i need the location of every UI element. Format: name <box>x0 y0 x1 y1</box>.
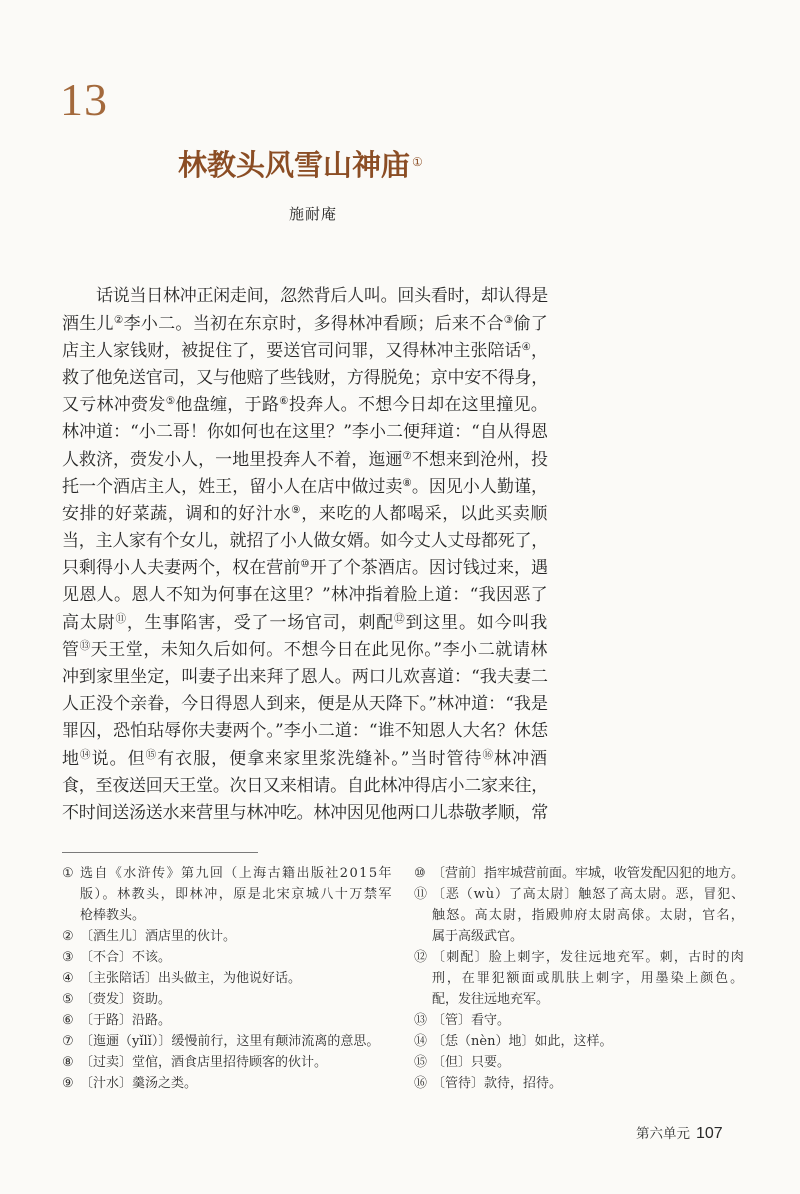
body-line-text: 地⑭说。但⑮有衣服，便拿来家里浆洗缝补。”当时管待⑯林冲酒 <box>62 748 549 769</box>
footnote-line-text: 〔营前〕指牢城营前面。牢城，收管发配囚犯的地方。 <box>432 865 745 881</box>
footnote-ref: ⑬ <box>79 640 91 653</box>
footnote-number: ⑧ <box>62 1054 74 1070</box>
footnote-ref: ⑤ <box>165 395 176 408</box>
body-line <box>62 800 548 827</box>
footnote-item <box>414 863 745 884</box>
footnote-ref: ⑨ <box>291 504 302 517</box>
footnote-line <box>432 1010 745 1031</box>
body-line <box>62 365 548 392</box>
footnote-ref: ⑫ <box>394 612 406 625</box>
footnote-line-text: 〔刺配〕脸上刺字，发往远地充军。刺，古时的肉 <box>432 949 745 965</box>
footnote-number: ⑤ <box>62 991 74 1007</box>
body-line <box>62 474 548 501</box>
footnote-line <box>80 968 393 989</box>
body-line-text: 见恩人。恩人不知为何事在这里？”林冲指着脸上道：“我因恶了 <box>62 585 548 606</box>
footnote-ref: ⑯ <box>482 748 495 761</box>
body-line <box>62 283 548 310</box>
footnote-number: ⑭ <box>414 1033 428 1049</box>
footnote-item <box>414 1073 745 1094</box>
footnotes-left-column <box>62 863 393 1094</box>
lesson-title <box>178 148 423 182</box>
footnote-line <box>80 884 393 905</box>
footnote-line-text: 刑，在罪犯额面或肌肤上刺字，用墨染上颜色。 <box>432 970 745 986</box>
unit-label: 第六单元 <box>636 1126 690 1142</box>
footnote-ref: ③ <box>503 313 514 326</box>
footnote-number: ⑩ <box>414 865 426 881</box>
body-line-text: 人正没个亲眷，今日得恩人到来，便是从天降下。”林冲道：“我是 <box>62 694 548 715</box>
footnote-item <box>62 989 393 1010</box>
body-line-text: 安排的好菜蔬，调和的好汁水⑨，来吃的人都喝采，以此买卖顺 <box>62 503 549 524</box>
footnote-line <box>432 968 745 989</box>
body-line-text: 林冲道：“小二哥！你如何也在这里？”李小二便拜道：“自从得恩 <box>62 422 548 443</box>
lesson-title-text: 林教头风雪山神庙 <box>178 148 411 182</box>
footnote-line <box>432 926 745 947</box>
footnote-item <box>414 884 745 947</box>
footnote-line <box>80 926 393 947</box>
footnote-number: ① <box>62 865 74 881</box>
footnote-item <box>414 1031 745 1052</box>
body-line-text: 店主人家钱财，被捉住了，要送官司问罪，又得林冲主张陪话④， <box>62 340 549 361</box>
footnote-item <box>414 1052 745 1073</box>
body-line-text: 话说当日林冲正闲走间，忽然背后人叫。回头看时，却认得是 <box>96 286 548 307</box>
footnote-line <box>432 884 745 905</box>
footnote-number: ⑪ <box>414 886 428 902</box>
body-line-text: 托一个酒店主人，姓王，留小人在店中做过卖⑧。因见小人勤谨， <box>62 476 549 497</box>
footnote-line-text: 选自《水浒传》第九回（上海古籍出版社2015年 <box>80 865 393 881</box>
footnote-item <box>62 947 393 968</box>
footnote-ref: ⑭ <box>80 748 92 761</box>
footnote-ref: ⑦ <box>402 449 412 462</box>
body-line-text: 当，主人家有个女儿，就招了小人做女婿。如今丈人丈母都死了， <box>62 531 548 552</box>
footnote-line-text: 〔但〕只要。 <box>432 1054 511 1070</box>
body-line <box>62 773 548 800</box>
footnote-line-text: 〔迤逦（yǐlǐ）〕缓慢前行，这里有颠沛流离的意思。 <box>80 1033 380 1049</box>
footnote-line-text: 属于高级武官。 <box>432 928 524 944</box>
footnote-line <box>432 1052 745 1073</box>
footnote-item <box>414 1010 745 1031</box>
footnote-number: ⑮ <box>414 1054 428 1070</box>
body-line-text: 救了他免送官司，又与他赔了些钱财，方得脱免；京中安不得身， <box>62 367 548 388</box>
footnote-line <box>80 1052 393 1073</box>
footnote-item <box>62 863 393 926</box>
footnote-number: ⑥ <box>62 1012 74 1028</box>
footnote-ref: ④ <box>521 340 531 353</box>
footnote-line-text: 〔管待〕款待，招待。 <box>432 1075 563 1091</box>
footnote-item <box>62 1052 393 1073</box>
body-line <box>62 718 548 745</box>
body-line-text: 高太尉⑪，生事陷害，受了一场官司，刺配⑫到这里。如今叫我 <box>62 612 549 633</box>
footnote-line <box>432 989 745 1010</box>
body-line-text: 酒生儿②李小二。当初在东京时，多得林冲看顾；后来不合③偷了 <box>62 313 549 334</box>
body-line <box>62 582 548 609</box>
body-line <box>62 501 548 528</box>
lesson-number: 13 <box>60 74 108 125</box>
body-line-text: 冲到家里坐定，叫妻子出来拜了恩人。两口儿欢喜道：“我夫妻二 <box>62 667 548 688</box>
body-line <box>62 555 548 582</box>
footnote-line-text: 〔汁水〕羹汤之类。 <box>80 1075 198 1091</box>
body-line-text: 又亏林冲赍发⑤他盘缠，于路⑥投奔人。不想今日却在这里撞见。 <box>62 395 549 416</box>
body-line <box>62 664 548 691</box>
body-line <box>62 447 548 474</box>
body-line <box>62 392 548 419</box>
footnote-line <box>80 905 393 926</box>
footnotes-right-column <box>414 863 745 1094</box>
footnote-line-text: 〔管〕看守。 <box>432 1012 511 1028</box>
footnote-ref: ⑪ <box>115 612 127 625</box>
footnote-line-text: 〔恶（wù）了高太尉〕触怒了高太尉。恶，冒犯、 <box>432 886 745 902</box>
footnote-line <box>432 905 745 926</box>
body-line <box>62 311 548 338</box>
body-line <box>62 610 548 637</box>
author-name: 施耐庵 <box>289 205 338 223</box>
footnote-item <box>62 1073 393 1094</box>
footnote-number: ② <box>62 928 74 944</box>
footnote-number: ⑬ <box>414 1012 428 1028</box>
footnote-line-text: 〔恁（nèn）地〕如此，这样。 <box>432 1033 613 1049</box>
body-line-text: 食，至夜送回天王堂。次日又来相请。自此林冲得店小二家来往， <box>62 775 548 796</box>
footnote-item <box>62 1031 393 1052</box>
footnote-number: ⑯ <box>414 1075 428 1091</box>
footnote-line <box>432 947 745 968</box>
footnote-ref: ⑩ <box>300 558 310 571</box>
page-footer <box>636 1122 723 1145</box>
footnote-line-text: 〔过卖〕堂倌，酒食店里招待顾客的伙计。 <box>80 1054 328 1070</box>
footnote-line-text: 〔于路〕沿路。 <box>80 1012 172 1028</box>
body-line <box>62 637 548 664</box>
footnote-number: ③ <box>62 949 74 965</box>
footnote-ref: ⑮ <box>145 748 158 761</box>
footnote-ref: ⑥ <box>279 395 289 408</box>
body-line-text: 只剩得小人夫妻两个，权在营前⑩开了个茶酒店。因讨钱过来，遇 <box>62 558 548 579</box>
footnote-line-text: 〔不合〕不该。 <box>80 949 172 965</box>
footnote-line <box>80 989 393 1010</box>
footnote-line <box>80 1031 393 1052</box>
footnote-line-text: 触怒。高太尉，指殿帅府太尉高俅。太尉，官名， <box>432 907 745 923</box>
page-number: 107 <box>696 1125 723 1142</box>
body-line-text: 人救济，赍发小人，一地里投奔人不着，迤逦⑦不想来到沧州，投 <box>62 449 549 470</box>
footnote-line <box>80 863 393 884</box>
body-line-text: 不时间送汤送水来营里与林冲吃。林冲因见他两口儿恭敬孝顺，常 <box>62 802 548 823</box>
footnote-divider <box>62 852 258 853</box>
body-line-text: 罪囚，恐怕玷辱你夫妻两个。”李小二道：“谁不知恩人大名？休恁 <box>62 721 548 742</box>
body-line <box>62 338 548 365</box>
footnote-line <box>80 947 393 968</box>
footnote-line-text: 枪棒教头。 <box>80 907 146 923</box>
footnote-line <box>80 1073 393 1094</box>
footnote-item <box>62 1010 393 1031</box>
footnote-line-text: 〔赍发〕资助。 <box>80 991 172 1007</box>
body-text <box>62 283 548 827</box>
body-line <box>62 528 548 555</box>
footnote-line-text: 版）。林教头，即林冲，原是北宋京城八十万禁军 <box>80 886 393 902</box>
footnote-ref: ⑧ <box>402 476 412 489</box>
body-line <box>62 746 548 773</box>
body-line <box>62 419 548 446</box>
footnote-line <box>432 863 745 884</box>
footnote-line <box>432 1031 745 1052</box>
footnote-line <box>432 1073 745 1094</box>
footnote-ref: ② <box>113 313 124 326</box>
body-line <box>62 691 548 718</box>
footnote-line-text: 〔酒生儿〕酒店里的伙计。 <box>80 928 237 944</box>
body-line-text: 管⑬天王堂，未知久后如何。不想今日在此见你。”李小二就请林 <box>62 639 548 660</box>
footnote-item <box>62 968 393 989</box>
footnote-line <box>80 1010 393 1031</box>
footnote-number: ⑫ <box>414 949 428 965</box>
footnote-number: ⑦ <box>62 1033 74 1049</box>
footnote-number: ⑨ <box>62 1075 74 1091</box>
title-footnote-ref: ① <box>412 155 423 169</box>
footnote-item <box>62 926 393 947</box>
footnote-line-text: 〔主张陪话〕出头做主，为他说好话。 <box>80 970 302 986</box>
footnote-number: ④ <box>62 970 74 986</box>
footnote-item <box>414 947 745 1010</box>
footnote-line-text: 配，发往远地充军。 <box>432 991 550 1007</box>
